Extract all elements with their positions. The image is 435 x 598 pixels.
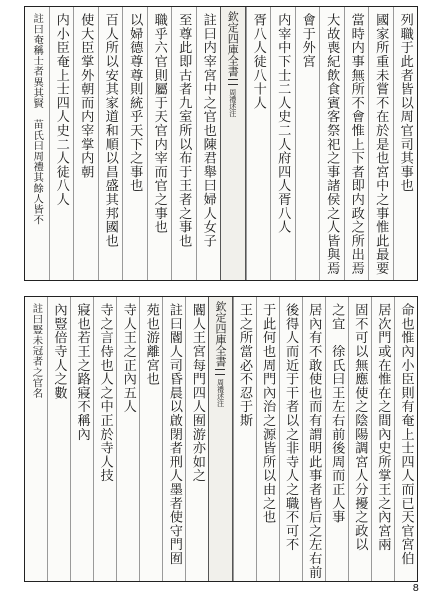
page-number: 8 xyxy=(412,583,419,594)
top-col-8: 註曰内宰宮中之官也陳君舉曰婦人女子 xyxy=(196,7,221,280)
bottom-columns xyxy=(25,297,417,581)
gutter-title: 欽定四庫全書 xyxy=(213,301,227,367)
top-columns xyxy=(25,7,417,280)
bottom-col-7: 于此何也周門內治之源皆所以由之也 xyxy=(256,297,279,581)
bottom-col-13: 寺之言侍也人之中正於寺人技 xyxy=(93,297,116,581)
bottom-col-14: 寢也若王之路寢不稱內 xyxy=(70,297,93,581)
fish-tail-mark xyxy=(215,369,225,375)
top-col-4: 大故喪紀飲食賓客祭祀之事諸侯之人皆與焉 xyxy=(319,7,344,280)
bottom-col-12: 寺人王之正內五人 xyxy=(116,297,139,581)
gutter-subtitle: 周禮述注 xyxy=(228,89,237,117)
top-col-9: 至尊此即古者九室所以布于王者之事也 xyxy=(171,7,196,280)
top-col-13: 使大臣掌外朝而内宰掌内朝 xyxy=(73,7,98,280)
top-col-14: 内小臣奄上士四人史二人徒八人 xyxy=(49,7,74,280)
bottom-col-6: 後得人而近于干者以之非寺人之職不可不 xyxy=(279,297,302,581)
top-col-1: 列職于此者皆以周官司其事也 xyxy=(393,7,418,280)
bottom-col-16: 註曰豎未冠者之官名 xyxy=(30,303,43,399)
bottom-col-3: 固不可以無應使之陰陽調宮人分擾之政以 xyxy=(348,297,371,581)
bottom-col-11: 苑也游離宮也 xyxy=(139,297,162,581)
bottom-col-1: 命也惟內小臣則有奄上士四人而已天官宮伯 xyxy=(394,297,417,581)
top-col-2: 國家所重未嘗不在於是也宮中之事惟此最要 xyxy=(368,7,393,280)
bottom-col-9: 閽人王宮每門四人囿游亦如之 xyxy=(185,297,208,581)
bottom-col-5: 居內有不敢使也而有謂明此事者皆后之左右前 xyxy=(302,297,325,581)
bottom-col-10: 註曰閽人司昏晨以啟閉者刑人墨者使守門囿 xyxy=(162,297,185,581)
gutter-subtitle: 周禮述注 xyxy=(216,379,225,407)
bottom-gutter xyxy=(208,297,232,581)
top-col-11: 以婦德尊尊則統乎天下之事也 xyxy=(122,7,147,280)
top-col-12: 百人所以安其家道和順以昌盛其邦國也 xyxy=(98,7,123,280)
top-col-10: 職乎六官則屬于天官内宰而官之事也 xyxy=(147,7,172,280)
bottom-page xyxy=(24,296,418,582)
top-gutter xyxy=(220,7,246,280)
top-col-5: 會于外宮 xyxy=(295,7,320,280)
top-page xyxy=(24,6,418,281)
bottom-col-2: 居次門或在惟在之間內史所掌王之內宮兩 xyxy=(371,297,394,581)
bottom-col-15: 內豎倍寺人之數 xyxy=(47,297,70,581)
bottom-col-8: 王之所當必不忍于斯 xyxy=(233,297,256,581)
bottom-col-4: 之宜 徐氏曰王左右前後周而正人事 xyxy=(325,297,348,581)
gutter-title: 欽定四庫全書 xyxy=(226,11,240,77)
top-col-3: 當時内事無所不會惟上下者即内政之所出焉 xyxy=(344,7,369,280)
top-col-15: 註曰奄稱士者異其賢 苗氏曰周禮其餘人皆不 xyxy=(31,13,44,225)
top-col-6: 内宰中下士二人史二人府四人胥八人 xyxy=(270,7,295,280)
top-col-7: 胥八人徒八十人 xyxy=(246,7,271,280)
fish-tail-mark xyxy=(228,79,238,85)
